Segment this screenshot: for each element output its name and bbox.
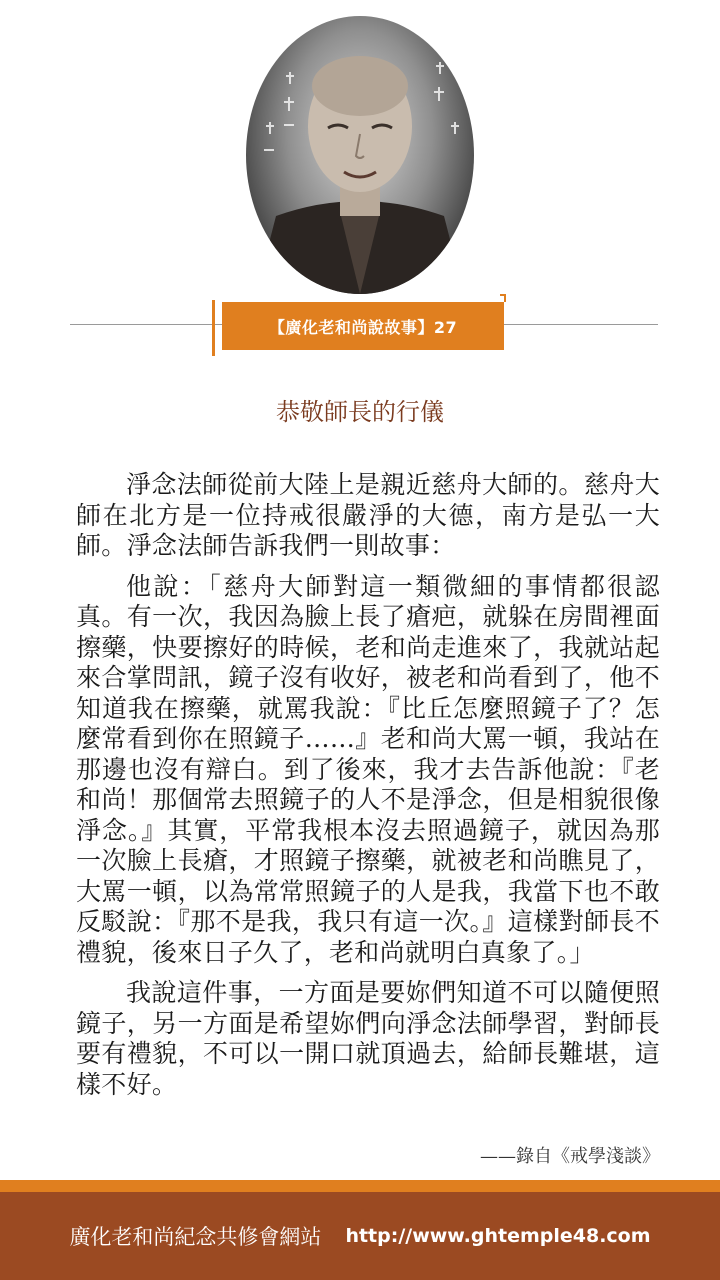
story-paragraph-1: 淨念法師從前大陸上是親近慈舟大師的。慈舟大師在北方是一位持戒很嚴淨的大德，南方是弘一大師。淨念法師告訴我們一則故事：	[76, 470, 660, 560]
source-citation: ——錄自《戒學淺談》	[480, 1146, 660, 1167]
footer-accent-strip	[0, 1180, 720, 1192]
story-paragraph-2: 他說：「慈舟大師對這一類微細的事情都很認真。有一次，我因為臉上長了瘡疤，就躲在房間裡面擦藥，快要擦好的時候，老和尚走進來了，我就站起來合掌問訊，鏡子沒有收好，被老和尚看到了，他不知道我在擦藥，就罵我說：『比丘怎麼照鏡子了？怎麼常看到你在照鏡子……』老和尚大罵一頓，我站在那邊也沒有辯白。到了後來，我才去告訴他說：『老和尚！那個常去照鏡子的人不是淨念，但是相貌很像淨念。』其實，平常我根本沒去照過鏡子，就因為那一次臉上長瘡，才照鏡子擦藥，就被老和尚瞧見了，大罵一頓，以為常常照鏡子的人是我，我當下也不敢反駁說：『那不是我，我只有這一次。』這樣對師長不禮貌，後來日子久了，老和尚就明白真象了。」	[76, 571, 660, 967]
title-bracket-left	[212, 300, 220, 356]
story-title: 恭敬師長的行儀	[276, 398, 444, 426]
header-rule-right	[502, 324, 658, 325]
story-body	[76, 470, 660, 1110]
footer-org-name: 廣化老和尚紀念共修會網站	[69, 1225, 322, 1249]
story-paragraph-3: 我說這件事，一方面是要妳們知道不可以隨便照鏡子，另一方面是希望妳們向淨念法師學習，對師長要有禮貌，不可以一開口就頂過去，給師長難堪，這樣不好。	[76, 978, 660, 1099]
series-title: 【廣化老和尚說故事】27	[268, 317, 458, 337]
series-title-banner	[222, 302, 504, 350]
footer-website-link[interactable]: http://www.ghtemple48.com	[345, 1225, 651, 1247]
portrait-illustration	[246, 16, 474, 294]
title-bracket-right	[500, 294, 506, 302]
header-rule-left	[70, 324, 222, 325]
footer-bar	[0, 1192, 720, 1280]
monk-portrait-image	[246, 16, 474, 294]
